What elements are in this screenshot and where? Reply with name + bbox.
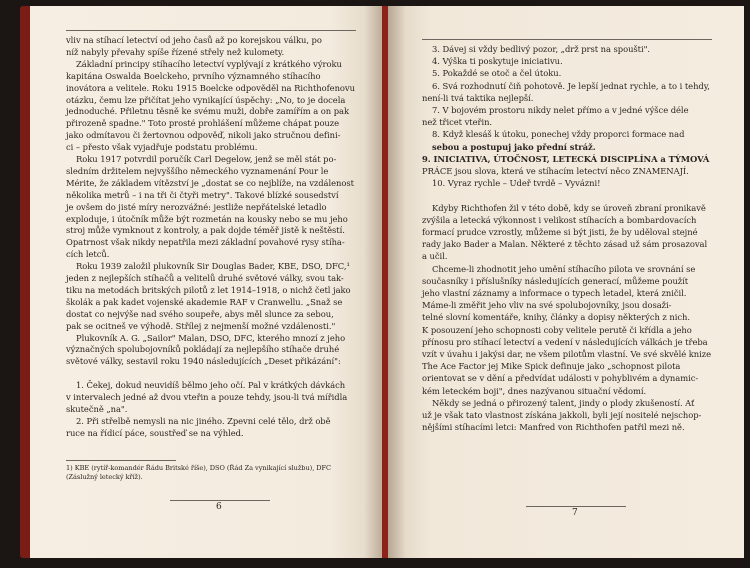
text-line: dostat co nejvýše nad svého soupeře, abys měl slunce za sebou, (66, 308, 334, 319)
text-line: kapitána Oswalda Boelckeho, prvního významného stíhacího (66, 70, 321, 81)
text-line: exploduje, i útočník může být rozmetán na kousky nebo se mu jeho (66, 213, 348, 224)
text-line: telné slovní komentáře, knihy, články a dopisy některých z nich. (422, 312, 690, 323)
text-line: a učil. (422, 251, 448, 262)
header-rule (422, 39, 712, 40)
page-number: 6 (216, 502, 222, 512)
page-number: 7 (572, 508, 578, 518)
left-page (30, 6, 382, 558)
text-line: jako odmítavou či žertovnou odpověď, nikoli jako stručnou defini- (66, 130, 341, 141)
text-line: v intervalech jedné až dvou vteřin a pouze tehdy, jsou-li tvá mířidla (66, 392, 348, 402)
right-page (388, 6, 744, 558)
text-line: Plukovník A. G. „Sailor" Malan, DSO, DFC, kterého mnozí z jeho (76, 332, 346, 343)
text-line: pak se ocitneš ve výhodě. Střílej z nejmenší možné vzdálenosti." (66, 320, 336, 331)
text-line: sebou a postupuj jako přední stráž. (432, 141, 596, 152)
text-line: než třicet vteřin. (422, 117, 493, 128)
text-line: PRÁCE jsou slova, která ve stíhacím letectví něco ZNAMENAJÍ. (422, 166, 689, 176)
text-line: ruce na řídicí páce, soustřeď se na výhled. (66, 427, 244, 438)
text-line: 4. Výška ti poskytuje iniciativu. (432, 56, 563, 67)
folio-rule (170, 500, 270, 501)
folio-rule (526, 506, 626, 507)
text-line: 5. Pokaždé se otoč a čel útoku. (432, 68, 562, 79)
text-line: 7. V bojovém prostoru nikdy nelet přímo a v jedné výšce déle (432, 105, 689, 115)
text-line: 10. Vyraz rychle – Udeř tvrdě – Vyvázni! (432, 178, 601, 189)
header-rule (66, 30, 356, 31)
text-line: kém leteckém boji", dnes nazývanou situační vědomí. (422, 385, 647, 396)
text-line: Roku 1939 založil plukovník Sir Douglas Bader, KBE, DSO, DFC,¹ (76, 261, 350, 272)
footnote-line: (Záslužný letecký kříž). (66, 473, 143, 481)
text-line: Opatrnost však nikdy nepatřila mezi základní povahové rysy stíha- (66, 237, 345, 248)
text-line: školák a pak kadet vojenské akademie RAF v Cranwellu. „Snaž se (66, 296, 343, 307)
text-line: The Ace Factor jej Mike Spick definuje jako „schopnost pilota (422, 361, 681, 372)
text-line: současníky i příslušníky následujících generací, můžeme použít (422, 275, 689, 286)
text-line: vliv na stíhací letectví od jeho časů až po korejskou válku, po (66, 35, 322, 45)
text-line: ci – přesto však vyjadřuje podstatu problému. (66, 142, 258, 153)
text-line: vzít v úvahu i jakýsi dar, ne všem pilotům vlastní. Ve své skvělé knize (422, 349, 712, 359)
text-line: 9. INICIATIVA, ÚTOČNOST, LETECKÁ DISCIPLÍNA a TÝMOVÁ (422, 153, 710, 164)
text-line: 3. Dávej si vždy bedlivý pozor, „drž prst na spoušti". (432, 44, 651, 54)
gutter-shadow (364, 6, 382, 558)
text-line: níž nabyly převahy spíše řízené střely než kulomety. (66, 46, 285, 57)
text-line: Chceme-li zhodnotit jeho umění stíhacího pilota ve srovnání se (432, 263, 696, 274)
text-line: K posouzení jeho schopnosti coby velitele perutě či křídla a jeho (422, 324, 692, 335)
text-line: rady jako Bader a Malan. Některé z těchto zásad už sám prosazoval (422, 239, 708, 250)
text-line: 6. Svá rozhodnutí čiň pohotově. Je lepší jednat rychle, a to i tehdy, (432, 80, 710, 91)
footnote-line: 1) KBE (rytíř-komandér Řádu Britské říše), DSO (Řád Za vynikající službu), DFC (66, 464, 332, 472)
text-line: cích letců. (66, 249, 110, 260)
gutter-shadow (388, 6, 406, 558)
text-line: Někdy se jedná o přirozený talent, jindy o plody zkušeností. Ať (432, 397, 695, 408)
text-line: zvýšila a letecká výkonnost i velikost stíhacích a bombardovacích (422, 214, 697, 225)
text-line: 2. Při střelbě nemysli na nic jiného. Zpevni celé tělo, drž obě (76, 415, 331, 426)
text-line: 8. Když klesáš k útoku, ponechej vždy proporci formace nad (432, 129, 685, 140)
text-line: světové války, sestavil roku 1940 následujících „Deset přikázání": (66, 356, 341, 367)
text-line: inovátora a velitele. Roku 1915 Boelcke odpověděl na Richthofenovu (66, 82, 355, 93)
text-line: sledním držitelem nejvyššího německého vyznamenání Pour le (66, 165, 329, 176)
text-line: význačných spolubojovníků pokládají za nejlepšího stíhače druhé (66, 344, 340, 355)
text-line: Mérite, že základem vítězství je „dostat se co nejblíže, na vzdálenost (66, 177, 354, 188)
text-line: Máme-li změřit jeho vliv na své spolubojovníky, jsou dosaži- (422, 300, 672, 311)
text-line: přínosu pro stíhací letectví a vedení v následujících válkách je třeba (422, 336, 708, 347)
text-line: jeho vlastní záznamy a informace o typech letadel, která zničil. (422, 288, 687, 298)
text-line: už je však tato vlastnost získána jakkoli, byli její nositelé nejschop- (422, 410, 702, 420)
text-line: přirozeně spadne." Toto prosté prohlášení můžeme chápat pouze (66, 118, 340, 129)
footnote-rule (66, 460, 176, 461)
text-line: není-li tvá taktika nejlepší. (422, 92, 534, 103)
text-line: je ovšem do jisté míry nerozvážné: jestliže nepřátelské letadlo (66, 201, 327, 212)
text-line: 1. Čekej, dokud neuvidíš bělmo jeho očí. Pal v krátkých dávkách (76, 380, 346, 391)
text-line: otázku, čemu lze přičítat jeho vynikající úspěchy: „No, to je docela (66, 94, 346, 105)
text-line: Kdyby Richthofen žil v této době, kdy se úroveň zbraní pronikavě (432, 202, 706, 213)
text-line: Roku 1917 potvrdil poručík Carl Degelow, jenž se měl stát po- (76, 154, 337, 164)
text-line: nějšími stíhacími letci: Manfred von Richthofen patřil mezi ně. (422, 422, 685, 433)
text-line: tiku na metodách britských pilotů z let 1914–1918, o nichž četl jako (66, 284, 351, 295)
text-line: skutečně „na". (66, 403, 128, 414)
text-line: Základní principy stíhacího letectví vyplývají z krátkého výroku (76, 58, 342, 69)
text-line: jeden z nejlepších stíhačů a velitelů druhé světové války, svou tak- (66, 273, 344, 283)
book-spread (20, 6, 744, 558)
text-line: jednoduché. Přiletnu těsně ke svému muži, dobře zamířím a on pak (66, 106, 349, 117)
text-line: stroj může vymknout z kontroly, a pak dojde téměř jistě k neštěstí. (66, 225, 345, 236)
text-line: formací prudce vzrostly, můžeme si být jisti, že by uděloval stejné (422, 227, 698, 237)
text-line: orientovat se v dění a předvídat události v pohyblivém a dynamic- (422, 373, 699, 384)
text-line: několika metrů – i na tři či čtyři metry". Takové blízké sousedství (66, 189, 339, 200)
